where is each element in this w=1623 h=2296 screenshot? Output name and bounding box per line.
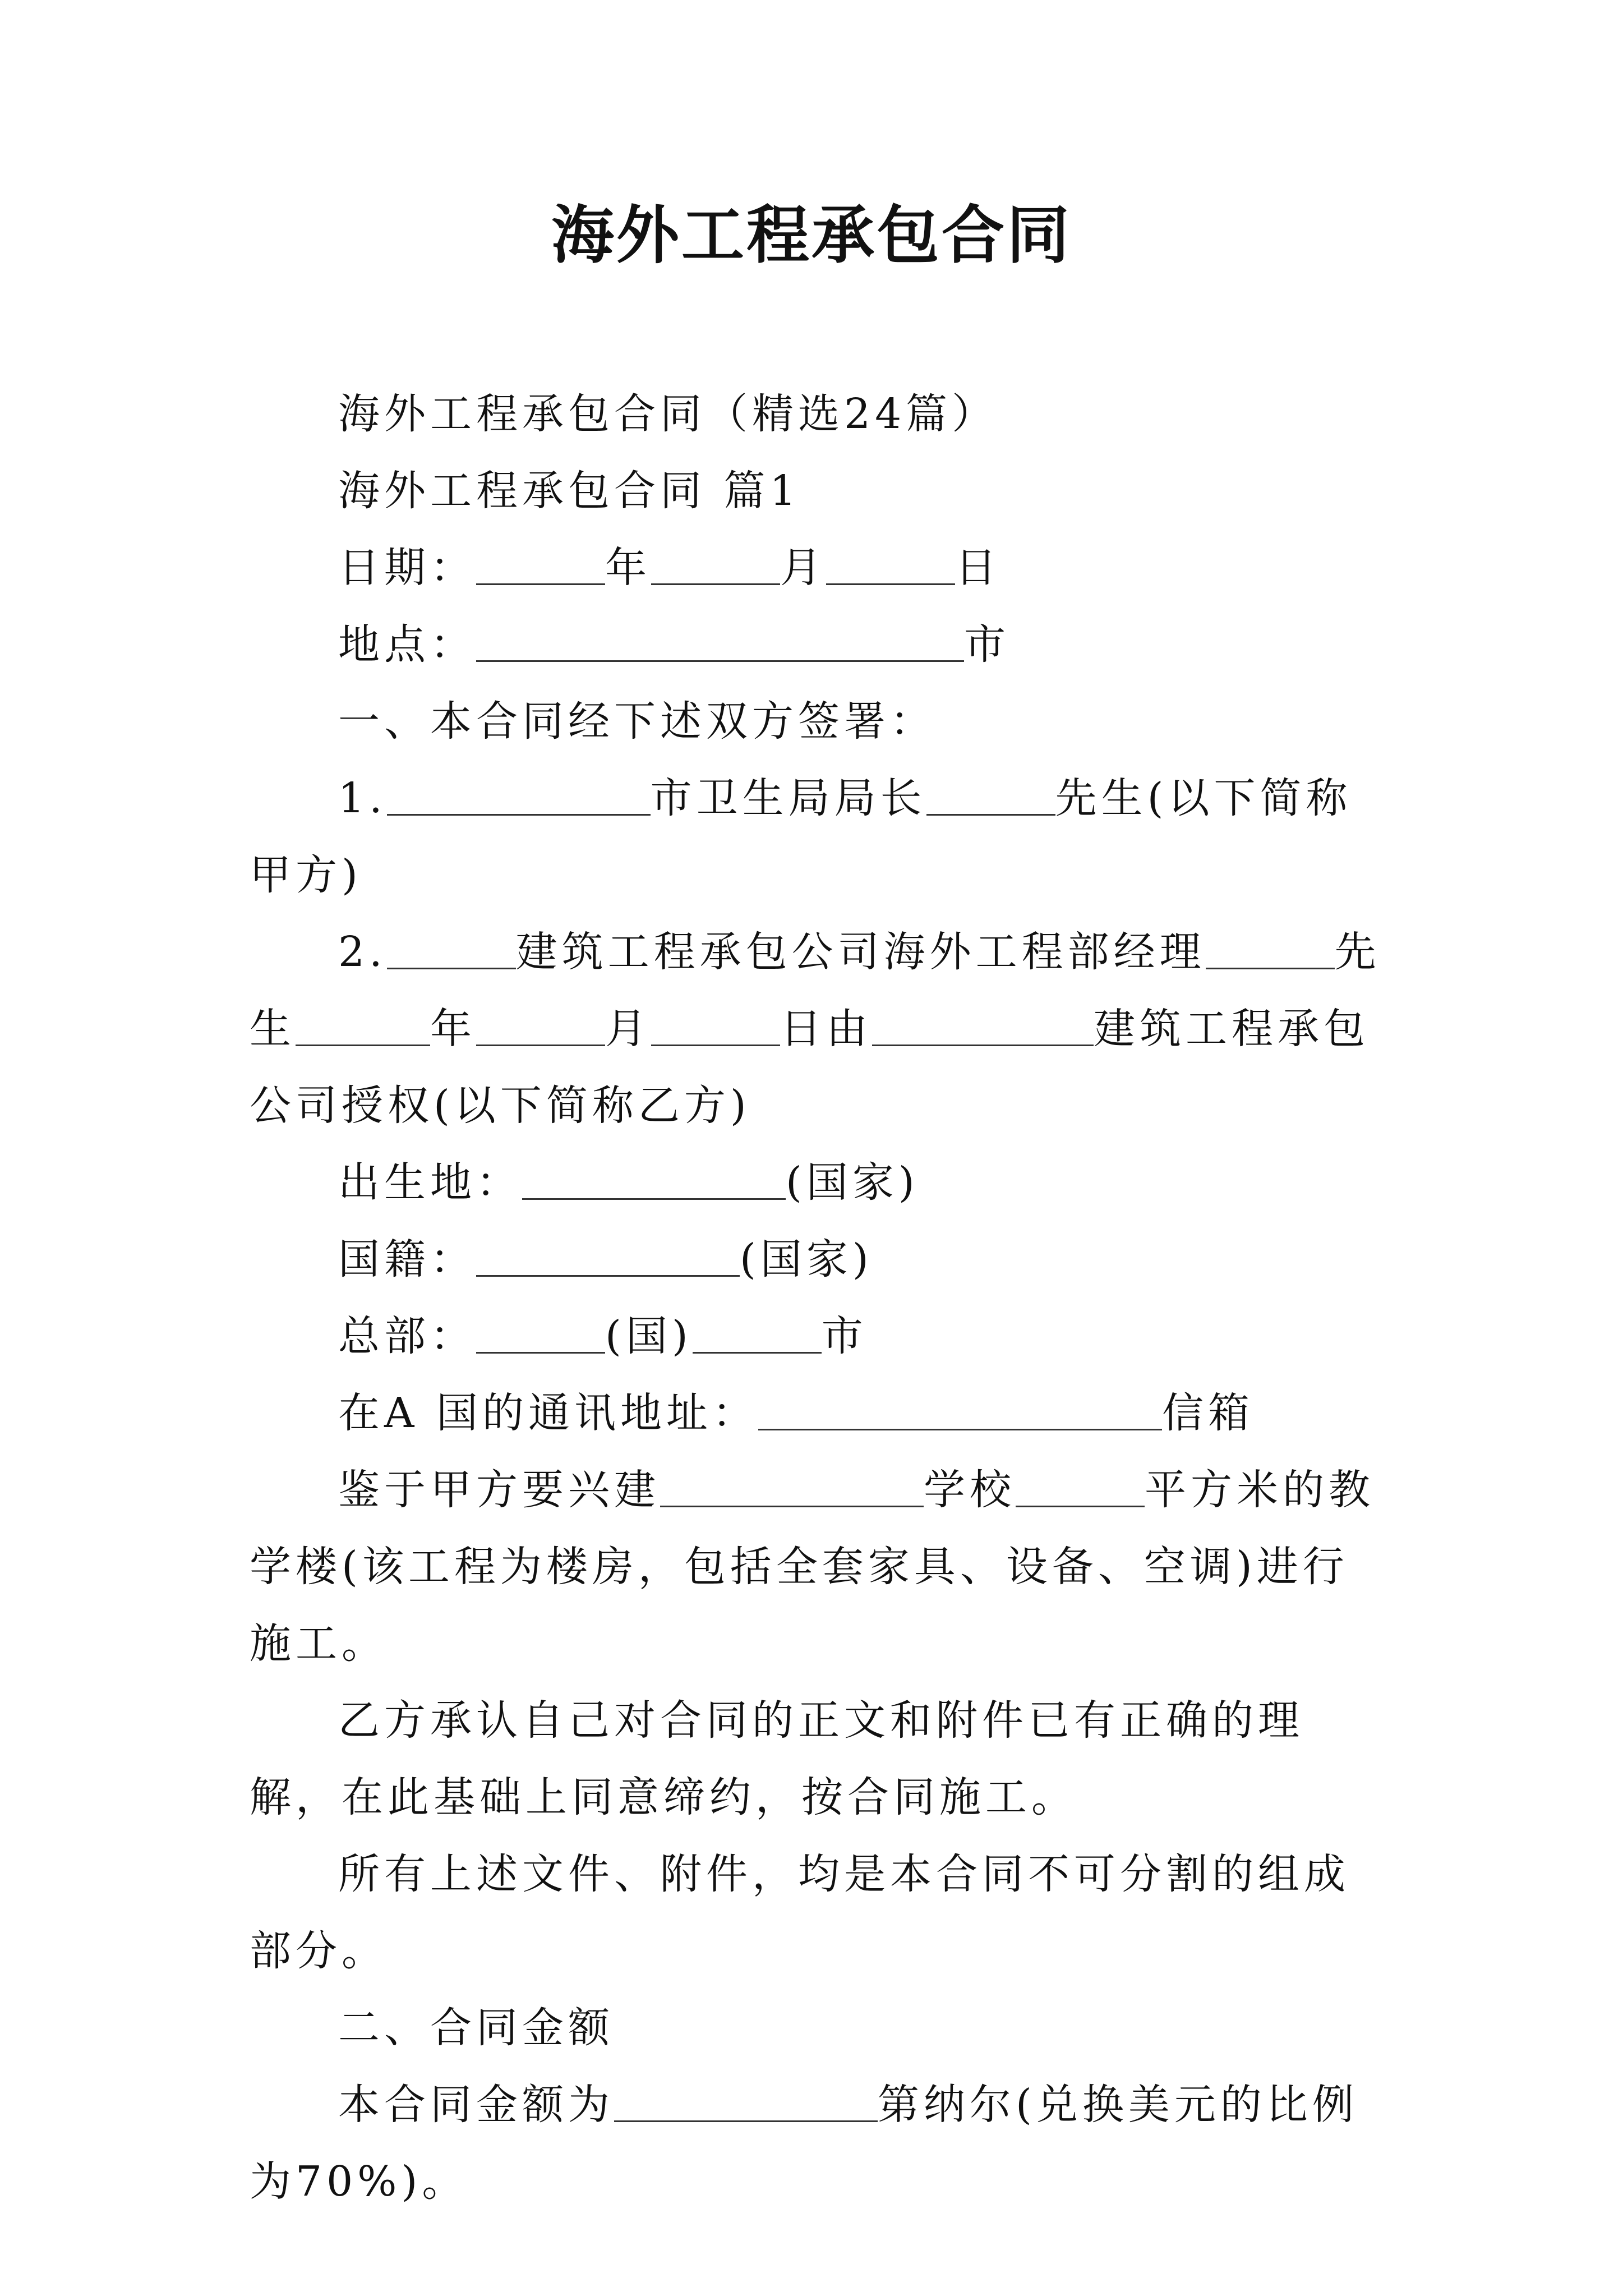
paragraph-party-a <box>250 760 1391 914</box>
paragraph-heading-collection <box>250 376 1391 453</box>
blank-company <box>387 926 516 969</box>
hq-country-label: (国) <box>605 1312 693 1360</box>
paragraph-party-b <box>250 914 1391 1144</box>
project-text-2: 学校 <box>924 1466 1016 1514</box>
party-b-tail: 建筑工程承包公司授权(以下简称乙方) <box>250 1005 1370 1130</box>
day-label: 日 <box>955 544 1001 592</box>
project-text-1: 鉴于甲方要兴建 <box>338 1466 660 1514</box>
auth-year-label: 年 <box>430 1005 476 1053</box>
blank-area <box>1016 1464 1145 1507</box>
text-part-title: 海外工程承包合同 篇1 <box>338 467 801 515</box>
blank-amount <box>614 2079 878 2122</box>
date-label: 日期： <box>338 544 476 592</box>
blank-party-a-name <box>926 772 1055 816</box>
understanding-text: 乙方承认自己对合同的正文和附件已有正确的理解，在此基础上同意缔约，按合同施工。 <box>250 1696 1304 1821</box>
blank-party-b-name <box>1206 926 1335 969</box>
blank-hq-country <box>476 1310 605 1354</box>
paragraph-understanding <box>250 1682 1391 1836</box>
text-collection-title: 海外工程承包合同（精选24篇） <box>338 390 998 438</box>
amount-text-2: 第纳尔(兑换美元的比例为70%)。 <box>250 2081 1358 2206</box>
party-b-title: 先生 <box>250 928 1381 1053</box>
paragraph-section-1 <box>250 683 1391 760</box>
blank-month <box>651 542 780 585</box>
project-text-3: 平方米的教学楼(该工程为楼房，包括全套家具、设备、空调)进行施工。 <box>250 1466 1375 1668</box>
section-2-text: 二、合同金额 <box>338 2004 614 2052</box>
document-body <box>250 376 1391 2220</box>
hq-city-label: 市 <box>821 1312 868 1360</box>
paragraph-section-2 <box>250 1990 1391 2067</box>
blank-auth-month <box>476 1003 605 1046</box>
paragraph-heading-part-1 <box>250 453 1391 530</box>
auth-month-label: 月 <box>605 1005 651 1053</box>
blank-school <box>660 1464 924 1507</box>
paragraph-headquarters <box>250 1298 1391 1375</box>
blank-day <box>826 542 955 585</box>
blank-hq-city <box>693 1310 822 1354</box>
paragraph-birthplace <box>250 1144 1391 1221</box>
nationality-country: (国家) <box>740 1235 873 1283</box>
location-label: 地点： <box>338 620 476 669</box>
section-1-text: 一、本合同经下述双方签署： <box>338 697 936 746</box>
year-label: 年 <box>605 544 651 592</box>
blank-city <box>387 772 651 816</box>
city-label: 市 <box>964 620 1010 669</box>
party-b-number: 2. <box>338 928 387 976</box>
blank-year <box>476 542 605 585</box>
party-b-role: 建筑工程承包公司海外工程部经理 <box>515 928 1206 976</box>
nationality-label: 国籍： <box>338 1235 476 1283</box>
blank-nationality <box>476 1234 740 1277</box>
blank-address <box>758 1387 1162 1430</box>
blank-auth-year <box>296 1003 430 1046</box>
blank-location <box>476 619 964 662</box>
address-label: 在A 国的通讯地址： <box>338 1389 758 1437</box>
document-title: 海外工程承包合同 <box>551 199 1072 272</box>
paragraph-attachments <box>250 1836 1391 1990</box>
paragraph-date <box>250 530 1391 606</box>
blank-auth-day <box>651 1003 780 1046</box>
attachments-text: 所有上述文件、附件，均是本合同不可分割的组成部分。 <box>250 1850 1350 1975</box>
mailbox-label: 信箱 <box>1161 1389 1254 1437</box>
birthplace-label: 出生地： <box>338 1158 522 1207</box>
paragraph-project <box>250 1452 1391 1682</box>
paragraph-location <box>250 606 1391 683</box>
amount-text-1: 本合同金额为 <box>338 2081 614 2129</box>
headquarters-label: 总部： <box>338 1312 476 1360</box>
month-label: 月 <box>780 544 826 592</box>
party-a-tail: 先生(以下简称甲方) <box>250 774 1352 899</box>
blank-auth-company <box>872 1003 1094 1046</box>
paragraph-nationality <box>250 1221 1391 1298</box>
birthplace-country: (国家) <box>786 1158 919 1207</box>
party-a-number: 1. <box>338 774 387 822</box>
blank-birthplace <box>522 1157 786 1200</box>
party-a-role: 市卫生局局长 <box>650 774 926 822</box>
paragraph-address <box>250 1375 1391 1452</box>
auth-day-label: 日由 <box>780 1005 872 1053</box>
paragraph-amount <box>250 2067 1391 2220</box>
